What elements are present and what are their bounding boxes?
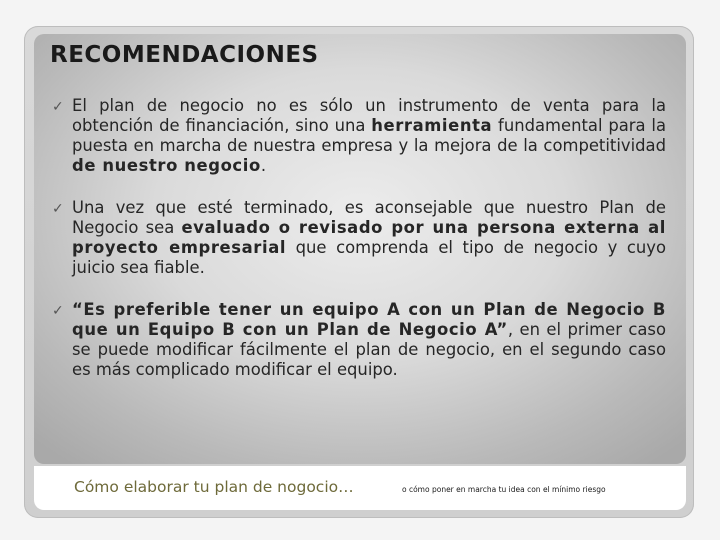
check-icon: ✓ bbox=[52, 201, 64, 217]
bullet-list bbox=[50, 96, 666, 402]
bullet-item bbox=[50, 198, 666, 278]
bullet-text-bold: “Es preferible tener un equipo A con un Plan de Negocio B que un Equipo B con un Plan de Negocio A” bbox=[72, 300, 666, 339]
bullet-text: , en el primer caso se puede modificar fácilmente el plan de negocio, en el segundo caso es más complicado modificar el equipo. bbox=[72, 320, 666, 379]
bullet-item bbox=[50, 300, 666, 380]
bullet-text: El plan de negocio no es sólo un instrumento de venta para la obtención de financiación, sino una bbox=[72, 96, 666, 135]
bullet-text-bold: herramienta bbox=[371, 116, 493, 135]
check-icon: ✓ bbox=[52, 303, 64, 319]
bullet-item bbox=[50, 96, 666, 176]
bullet-text: Una vez que esté terminado, es aconsejable que nuestro Plan de Negocio sea bbox=[72, 198, 666, 237]
check-icon: ✓ bbox=[52, 99, 64, 115]
bullet-text: fundamental para la puesta en marcha de nuestra empresa y la mejora de la competitividad bbox=[72, 116, 666, 155]
bullet-text-bold: de nuestro negocio bbox=[72, 156, 261, 175]
bullet-text: . bbox=[260, 156, 267, 175]
bullet-text: que comprenda el tipo de negocio y cuyo juicio sea fiable. bbox=[72, 238, 666, 277]
slide-title: RECOMENDACIONES bbox=[50, 42, 319, 68]
bullet-text-bold: evaluado o revisado por una persona externa al proyecto empresarial bbox=[72, 218, 666, 257]
footer-subtitle: o cómo poner en marcha tu idea con el mínimo riesgo bbox=[402, 485, 606, 494]
footer-title: Cómo elaborar tu plan de nogocio… bbox=[74, 478, 354, 496]
